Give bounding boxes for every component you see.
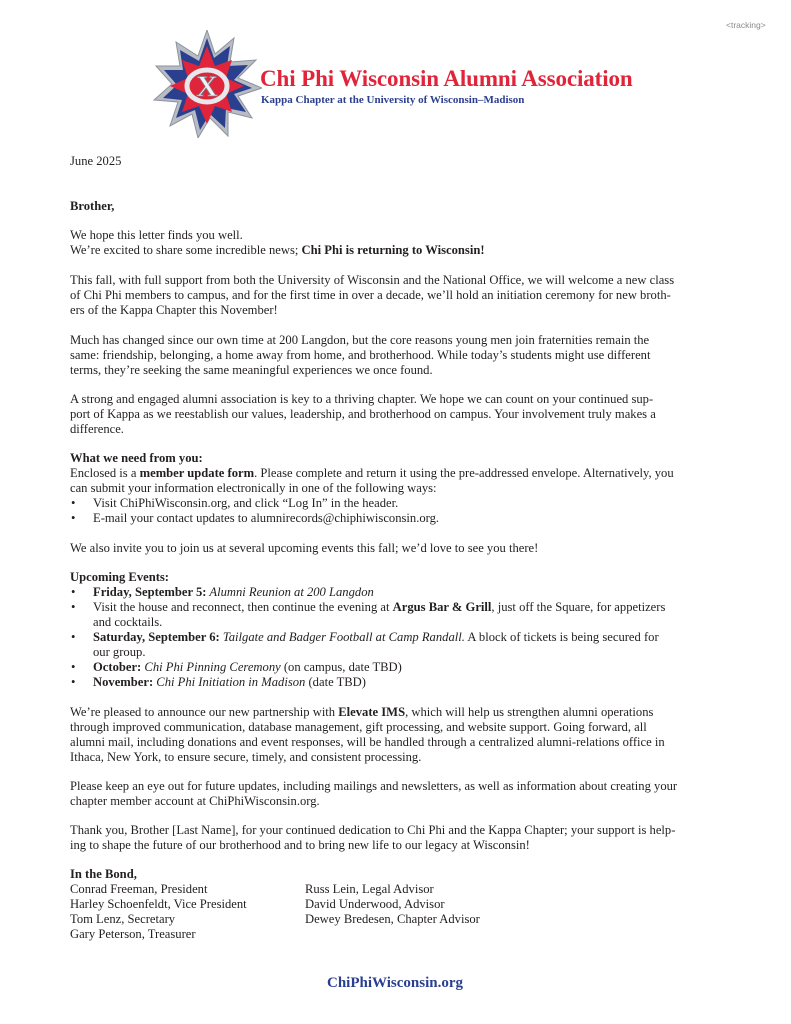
events-heading-text: Upcoming Events: bbox=[70, 570, 170, 584]
events-heading bbox=[70, 570, 169, 585]
para4-text: , which will help us strengthen alumni operations bbox=[405, 705, 654, 719]
needs-line-1 bbox=[70, 466, 674, 481]
event-date: Friday, September 5: bbox=[93, 585, 207, 599]
signer-left: Tom Lenz, Secretary bbox=[70, 912, 176, 926]
event-item bbox=[93, 585, 374, 600]
para3-line: difference. bbox=[70, 422, 124, 436]
para2-line: terms, they’re seeking the same meaningful experiences we once found. bbox=[70, 363, 433, 377]
invite-line: We also invite you to join us at several upcoming events this fall; we’d love to see you there! bbox=[70, 541, 539, 555]
event-title: Chi Phi Initiation in Madison bbox=[153, 675, 306, 689]
para5-line: chapter member account at ChiPhiWisconsin.org. bbox=[70, 794, 320, 808]
event-title: Alumni Reunion at 200 Langdon bbox=[206, 585, 374, 599]
para5-line: Please keep an eye out for future updates, including mailings and newsletters, as well as information about creating your bbox=[70, 779, 678, 793]
intro-line-1: We hope this letter finds you well. bbox=[70, 228, 243, 242]
event-text: (date TBD) bbox=[305, 675, 366, 689]
needs-bullet-email: E-mail your contact updates to alumnirecords@chiphiwisconsin.org. bbox=[93, 511, 440, 525]
event-text: Visit the house and reconnect, then continue the evening at bbox=[93, 600, 393, 614]
org-title: Chi Phi Wisconsin Alumni Association bbox=[260, 66, 633, 91]
para2-line: same: friendship, belonging, a home away from home, and brotherhood. While today’s students might use different bbox=[70, 348, 651, 362]
signer-left: Harley Schoenfeldt, Vice President bbox=[70, 897, 247, 911]
para1-line: This fall, with full support from both the University of Wisconsin and the National Office, we will welcome a new class bbox=[70, 273, 675, 287]
event-item-cont: our group. bbox=[93, 645, 146, 659]
para1-line: of Chi Phi members to campus, and for the first time in over a decade, we’ll hold an initiation ceremony for new broth- bbox=[70, 288, 671, 302]
event-item bbox=[93, 630, 659, 645]
bullet-icon: • bbox=[71, 630, 76, 644]
needs-line-2: can submit your information electronically in one of the following ways: bbox=[70, 481, 437, 495]
event-item bbox=[93, 660, 402, 675]
bullet-icon: • bbox=[71, 660, 76, 674]
para4-line: through improved communication, database management, gift processing, and website support. Going forward, all bbox=[70, 720, 647, 734]
bullet-icon: • bbox=[71, 511, 76, 525]
intro-text: We’re excited to share some incredible news; bbox=[70, 243, 302, 257]
closing bbox=[70, 867, 137, 882]
closing-text: In the Bond, bbox=[70, 867, 137, 881]
event-item-cont: and cocktails. bbox=[93, 615, 163, 629]
chi-phi-star-crest-icon bbox=[152, 30, 262, 138]
org-subtitle: Kappa Chapter at the University of Wisconsin–Madison bbox=[261, 94, 525, 106]
para6-line: ing to shape the future of our brotherhood and to bring new life to our legacy at Wisconsin! bbox=[70, 838, 530, 852]
event-title: Chi Phi Pinning Ceremony bbox=[141, 660, 281, 674]
bullet-icon: • bbox=[71, 496, 76, 510]
footer-website-link[interactable]: ChiPhiWisconsin.org bbox=[327, 975, 464, 991]
logo-chi-letter: X bbox=[196, 70, 218, 103]
event-date: November: bbox=[93, 675, 154, 689]
signer-right: David Underwood, Advisor bbox=[305, 897, 445, 911]
para4-line: Ithaca, New York, to ensure secure, timely, and consistent processing. bbox=[70, 750, 422, 764]
para2-line: Much has changed since our own time at 200 Langdon, but the core reasons young men join fraternities remain the bbox=[70, 333, 650, 347]
needs-text: Enclosed is a bbox=[70, 466, 140, 480]
bullet-icon: • bbox=[71, 585, 76, 599]
salutation-text: Brother, bbox=[70, 199, 115, 213]
needs-heading bbox=[70, 451, 203, 466]
para6-line: Thank you, Brother [Last Name], for your continued dedication to Chi Phi and the Kappa Chapter; your support is help- bbox=[70, 823, 676, 837]
event-item bbox=[93, 675, 366, 690]
signer-left: Gary Peterson, Treasurer bbox=[70, 927, 196, 941]
intro-line-2 bbox=[70, 243, 485, 258]
para4-line: alumni mail, including donations and event responses, will be handled through a centralized alumni-relations office in bbox=[70, 735, 665, 749]
para4-line bbox=[70, 705, 653, 720]
event-venue: Argus Bar & Grill bbox=[392, 600, 492, 614]
event-text: (on campus, date TBD) bbox=[280, 660, 402, 674]
needs-heading-text: What we need from you: bbox=[70, 451, 203, 465]
event-date: October: bbox=[93, 660, 142, 674]
event-title: Tailgate and Badger Football at Camp Randall. bbox=[219, 630, 465, 644]
intro-highlight: Chi Phi is returning to Wisconsin! bbox=[301, 243, 485, 257]
signer-right: Dewey Bredesen, Chapter Advisor bbox=[305, 912, 480, 926]
letter-date: June 2025 bbox=[70, 154, 122, 168]
event-text: , just off the Square, for appetizers bbox=[491, 600, 666, 614]
needs-bullet-login: Visit ChiPhiWisconsin.org, and click “Log In” in the header. bbox=[93, 496, 399, 510]
para1-line: ers of the Kappa Chapter this November! bbox=[70, 303, 278, 317]
bullet-icon: • bbox=[71, 600, 76, 614]
para3-line: A strong and engaged alumni association is key to a thriving chapter. We hope we can count on your continued sup- bbox=[70, 392, 654, 406]
salutation bbox=[70, 199, 114, 214]
needs-text: . Please complete and return it using the pre-addressed envelope. Alternatively, you bbox=[254, 466, 674, 480]
event-item bbox=[93, 600, 665, 615]
bullet-icon: • bbox=[71, 675, 76, 689]
event-text: A block of tickets is being secured for bbox=[464, 630, 659, 644]
member-update-form: member update form bbox=[139, 466, 255, 480]
event-date: Saturday, September 6: bbox=[93, 630, 220, 644]
signer-left: Conrad Freeman, President bbox=[70, 882, 208, 896]
signer-right: Russ Lein, Legal Advisor bbox=[305, 882, 434, 896]
para3-line: port of Kappa as we reestablish our values, leadership, and brotherhood on campus. Your involvement truly makes a bbox=[70, 407, 656, 421]
tracking-placeholder: <tracking> bbox=[726, 20, 766, 30]
partner-name: Elevate IMS bbox=[338, 705, 406, 719]
para4-text: We’re pleased to announce our new partnership with bbox=[70, 705, 339, 719]
